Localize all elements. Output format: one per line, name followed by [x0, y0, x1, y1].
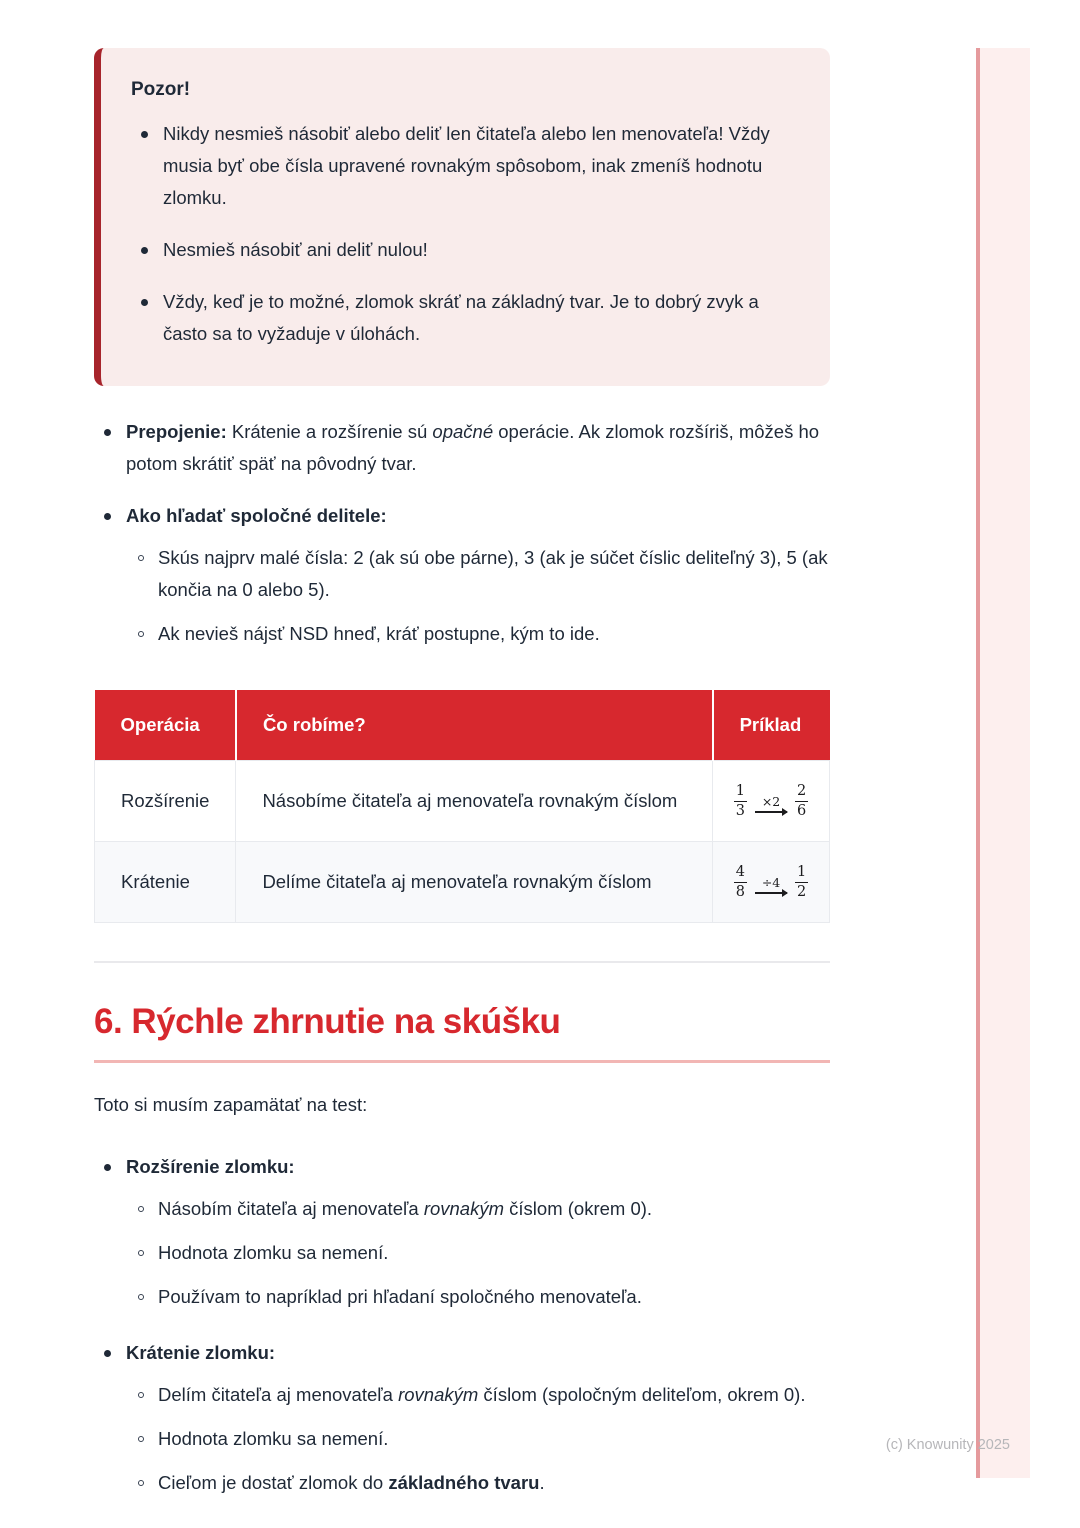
callout-title: Pozor! [131, 79, 191, 100]
summary-subitem [126, 1193, 830, 1225]
summary-subitem [126, 1379, 830, 1411]
arrow-icon: ÷4 [755, 876, 787, 894]
circle-bullet-icon [138, 1480, 144, 1486]
fraction-before: $\frac{1}{3}$ [735, 782, 746, 819]
table-cell-operation: Krátenie [95, 842, 236, 923]
table-header-operation: Operácia [95, 690, 236, 761]
note-item-text: Prepojenie: Krátenie a rozšírenie sú opačné operácie. Ak zlomok rozšíriš, môžeš ho potom skrátiť späť na pôvodný tvar. [126, 421, 820, 474]
summary-subitem-text: Hodnota zlomku sa nemení. [158, 1242, 389, 1263]
note-subitem [126, 542, 830, 606]
summary-sublist [126, 1379, 830, 1499]
notes-sublist [126, 542, 830, 650]
bullet-icon [104, 1164, 111, 1171]
warning-callout [94, 48, 830, 386]
operations-table-wrapper [94, 690, 830, 923]
fraction-before: $\frac{4}{8}$ [735, 863, 746, 900]
table-cell-action: Násobíme čitateľa aj menovateľa rovnakým číslom [236, 761, 713, 842]
copyright-watermark: (c) Knowunity 2025 [885, 1437, 1010, 1453]
circle-bullet-icon [138, 1392, 144, 1398]
arrow-icon: ×2 [755, 795, 787, 813]
note-subitem [126, 618, 830, 650]
section-divider [94, 961, 830, 963]
note-item-title: Ako hľadať spoločné delitele: [126, 505, 387, 526]
summary-subitem-text: Hodnota zlomku sa nemení. [158, 1428, 389, 1449]
note-item-prepojenie [94, 416, 830, 480]
summary-subitem-text: Násobím čitateľa aj menovateľa rovnakým číslom (okrem 0). [158, 1198, 653, 1219]
summary-item-title: Rozšírenie zlomku: [126, 1156, 295, 1177]
summary-subitem [126, 1467, 830, 1499]
section-heading: 6. Rýchle zhrnutie na skúšku [94, 1001, 830, 1063]
circle-bullet-icon [138, 1294, 144, 1300]
summary-subitem [126, 1423, 830, 1455]
warning-item [131, 286, 796, 350]
summary-subitem [126, 1237, 830, 1269]
bullet-icon [141, 299, 148, 306]
warning-item-text: Nesmieš násobiť ani deliť nulou! [163, 239, 428, 260]
circle-bullet-icon [138, 631, 144, 637]
bullet-icon [104, 1350, 111, 1357]
bullet-icon [141, 247, 148, 254]
summary-subitem [126, 1281, 830, 1313]
table-cell-example [713, 842, 830, 923]
table-cell-action: Delíme čitateľa aj menovateľa rovnakým číslom [236, 842, 713, 923]
summary-subitem-text: Cieľom je dostať zlomok do základného tvaru. [158, 1472, 545, 1493]
notes-list [94, 416, 830, 650]
bullet-icon [104, 513, 111, 520]
summary-list [94, 1151, 830, 1499]
summary-item-title: Krátenie zlomku: [126, 1342, 276, 1363]
math-expression [721, 783, 821, 819]
note-subitem-text: Skús najprv malé čísla: 2 (ak sú obe párne), 3 (ak je súčet číslic deliteľný 3), 5 (ak končia na 0 alebo 5). [158, 547, 828, 600]
warning-list [131, 118, 796, 350]
table-row-kratenie [95, 842, 830, 923]
fraction-after: $\frac{2}{6}$ [797, 782, 807, 819]
table-header-action: Čo robíme? [236, 690, 713, 761]
table-header-row [95, 690, 830, 761]
bullet-icon [104, 429, 111, 436]
section-intro: Toto si musím zapamätať na test: [94, 1094, 368, 1115]
summary-subitem-text: Delím čitateľa aj menovateľa rovnakým číslom (spoločným deliteľom, okrem 0). [158, 1384, 806, 1405]
summary-item-rozsirenie [94, 1151, 830, 1313]
page-edge-accent-band [980, 48, 1030, 1478]
table-header-example: Príklad [713, 690, 830, 761]
circle-bullet-icon [138, 1250, 144, 1256]
warning-item [131, 118, 796, 214]
summary-subitem-text: Používam to napríklad pri hľadaní spoločného menovateľa. [158, 1286, 642, 1307]
fraction-after: $\frac{1}{2}$ [797, 863, 807, 900]
note-subitem-text: Ak nevieš nájsť NSD hneď, kráť postupne, kým to ide. [158, 623, 600, 644]
warning-item-text: Nikdy nesmieš násobiť alebo deliť len čitateľa alebo len menovateľa! Vždy musia byť obe čísla upravené rovnakým spôsobom, inak zmeníš hodnotu zlomku. [163, 123, 770, 208]
circle-bullet-icon [138, 1436, 144, 1442]
warning-item-text: Vždy, keď je to možné, zlomok skráť na základný tvar. Je to dobrý zvyk a často sa to vyžaduje v úlohách. [163, 291, 759, 344]
math-expression [721, 864, 821, 900]
table-cell-operation: Rozšírenie [95, 761, 236, 842]
operations-table [94, 690, 830, 923]
summary-sublist [126, 1193, 830, 1313]
summary-item-kratenie [94, 1337, 830, 1499]
table-cell-example [713, 761, 830, 842]
note-item-delitele [94, 500, 830, 650]
table-row-rozsirenie [95, 761, 830, 842]
document-content [94, 48, 830, 1499]
circle-bullet-icon [138, 1206, 144, 1212]
warning-item [131, 234, 796, 266]
circle-bullet-icon [138, 555, 144, 561]
bullet-icon [141, 131, 148, 138]
